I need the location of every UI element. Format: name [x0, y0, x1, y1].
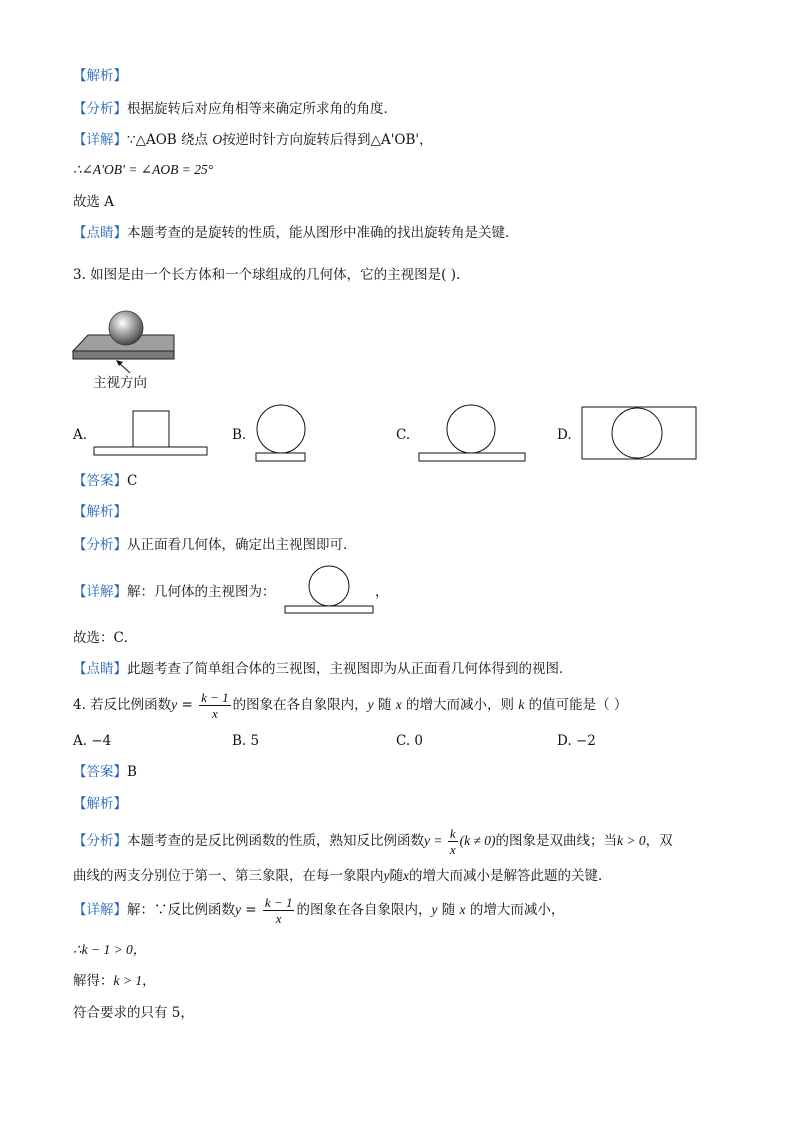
box-front-face: [73, 351, 174, 359]
q4-step2: 解得：k > 1，: [73, 973, 156, 989]
q2-jiexi-tag: 【解析】: [73, 68, 127, 84]
q3-option-c-figure: [417, 402, 529, 464]
q4-answer: B: [127, 764, 137, 780]
q3-option-c-label: C.: [396, 427, 411, 443]
q3-answer-view-figure: [283, 565, 379, 617]
q3-option-b-label: B.: [232, 427, 247, 443]
q3-dianjing-line: 【点睛】此题考查了简单组合体的三视图，主视图即为从正面看几何体得到的视图．: [73, 661, 573, 677]
q4-jiexi-tag: 【解析】: [73, 796, 127, 812]
q4-step3: 符合要求的只有 5，: [73, 1005, 194, 1021]
q4-option-d: D. −2: [557, 733, 596, 749]
q2-xiangjie-line: 【详解】∵△AOB 绕点 O按逆时针方向旋转后得到△A'OB'，: [73, 132, 433, 148]
q2-guxuan: 故选 A: [73, 194, 115, 210]
q4-xiangjie-line: 【详解】解：∵反比例函数y = $\frac{k - 1}{x}$ 的图象在各自象限内，y 随 x 的增大而减小，: [73, 895, 565, 926]
q4-option-a: A. −4: [73, 733, 112, 749]
q4-stem-fraction: $\frac{k - 1}{x}$: [201, 690, 229, 721]
q2-dianjing-line: 【点睛】本题考查的是旋转的性质，能从图形中准确的找出旋转角是关键．: [73, 225, 519, 241]
q4-fenxi-line1: 【分析】本题考查的是反比例函数的性质，熟知反比例函数y = $\frac{k}{x}$ (k ≠ 0)的图象是双曲线；当k > 0，双: [73, 826, 673, 857]
q4-fenxi-fraction: $\frac{k}{x}$: [449, 826, 456, 857]
q3-guxuan: 故选：C．: [73, 630, 138, 646]
q4-xiangjie-fraction: $\frac{k - 1}{x}$: [264, 895, 293, 926]
sphere: [109, 311, 143, 345]
q3-jiexi-tag: 【解析】: [73, 504, 127, 520]
q3-option-a-label: A.: [73, 427, 88, 443]
q3-xiangjie-line: 【详解】解：几何体的主视图为：: [73, 584, 276, 600]
q3-direction-label: 主视方向: [93, 375, 147, 391]
q3-option-a-figure: [93, 405, 211, 461]
q3-fenxi-line: 【分析】从正面看几何体，确定出主视图即可．: [73, 537, 357, 553]
q3-stem: 3. 如图是由一个长方体和一个球组成的几何体，它的主视图是( ).: [73, 267, 461, 283]
q4-option-c: C. 0: [396, 733, 424, 749]
q2-fenxi-line: 【分析】根据旋转后对应角相等来确定所求角的角度．: [73, 101, 397, 117]
q3-xiangjie-comma: ，: [375, 584, 389, 600]
q4-option-b: B. 5: [232, 733, 260, 749]
q4-fenxi-line2: 曲线的两支分别位于第一、第三象限，在每一象限内y随x的增大而减小是解答此题的关键．: [73, 868, 612, 884]
q2-fenxi-text: 根据旋转后对应角相等来确定所求角的角度．: [127, 101, 397, 117]
q2-equation: ∴∠A'OB' = ∠AOB = 25°: [73, 162, 214, 177]
q3-answer-line: 【答案】C: [73, 473, 138, 489]
q3-option-b-figure: [254, 402, 310, 464]
q3-answer: C: [127, 473, 138, 489]
q4-stem: 4. 若反比例函数y = $\frac{k - 1}{x}$ 的图象在各自象限内，y 随 x 的增大而减小，则 k 的值可能是（ ）: [73, 690, 628, 721]
q4-step1: ∴k − 1 > 0，: [73, 942, 147, 957]
q3-option-d-figure: [580, 405, 700, 463]
q4-answer-line: 【答案】B: [73, 764, 137, 780]
q3-option-d-label: D.: [557, 427, 572, 443]
